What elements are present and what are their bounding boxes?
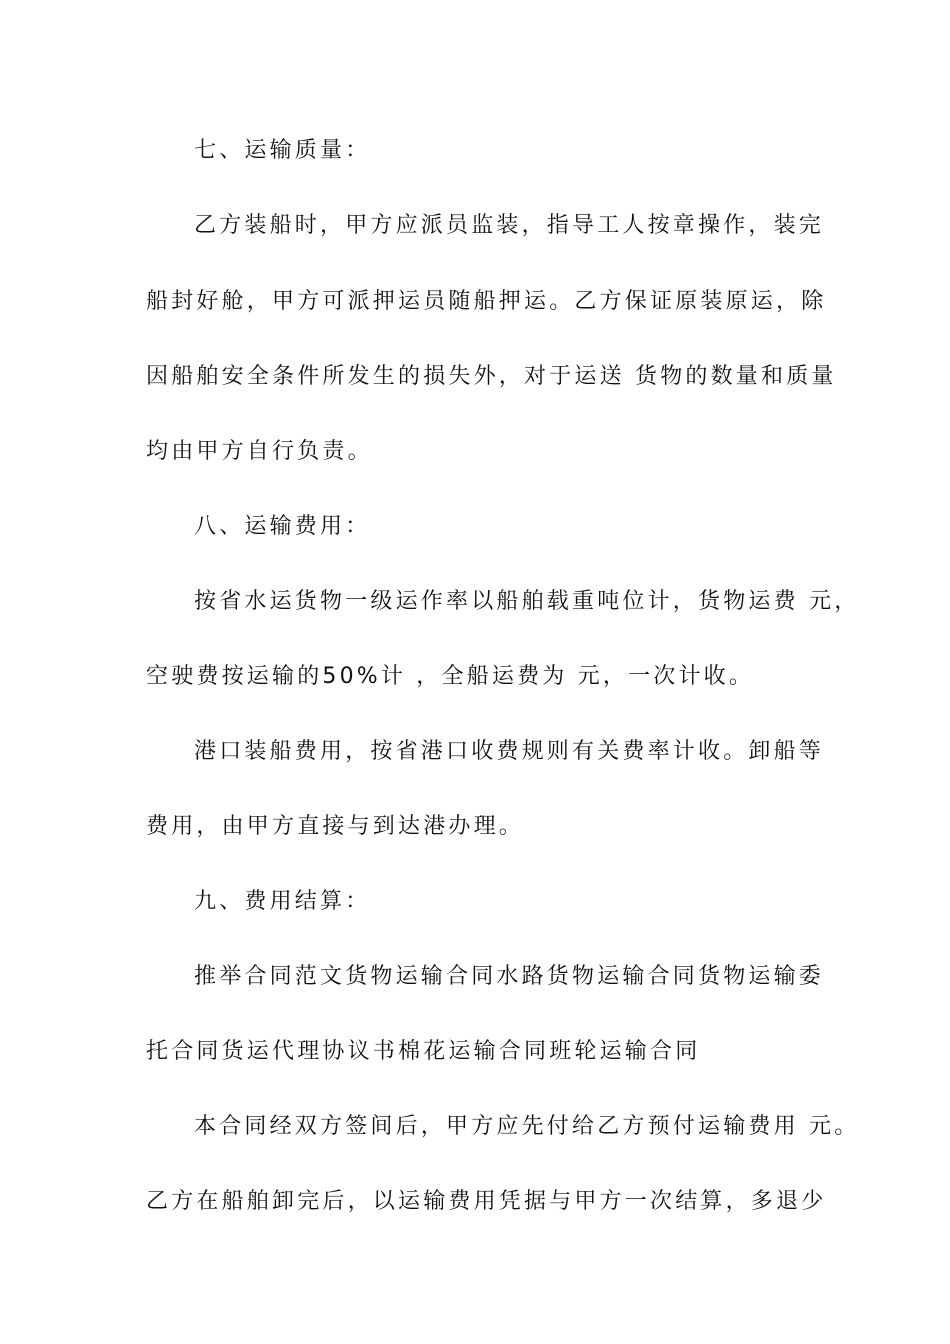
paragraph-line: 乙方在船舶卸完后，以运输费用凭据与甲方一次结算，多退少 <box>146 1189 827 1214</box>
paragraph-line: 空驶费按运输的50%计 ，全船运费为 元，一次计收。 <box>146 664 755 689</box>
paragraph-line: 推举合同范文货物运输合同水路货物运输合同货物运输委 <box>194 964 825 989</box>
paragraph-line: 因船舶安全条件所发生的损失外，对于运送 货物的数量和质量 <box>146 364 837 389</box>
paragraph-line: 托合同货运代理协议书棉花运输合同班轮运输合同 <box>146 1039 701 1064</box>
section-8-heading: 八、运输费用： <box>194 514 371 539</box>
paragraph-line: 港口装船费用，按省港口收费规则有关费率计收。卸船等 <box>194 739 825 764</box>
section-9-heading: 九、费用结算： <box>194 889 371 914</box>
paragraph-line: 均由甲方自行负责。 <box>146 439 373 464</box>
paragraph-line: 本合同经双方签间后，甲方应先付给乙方预付运输费用 元。 <box>194 1114 860 1139</box>
paragraph-line: 按省水运货物一级运作率以船舶载重吨位计，货物运费 元， <box>194 589 860 614</box>
paragraph-line: 乙方装船时，甲方应派员监装，指导工人按章操作，装完 <box>194 213 825 238</box>
paragraph-line: 船封好舱，甲方可派押运员随船押运。乙方保证原装原运，除 <box>146 289 827 314</box>
paragraph-line: 费用，由甲方直接与到达港办理。 <box>146 814 525 839</box>
section-7-heading: 七、运输质量： <box>194 138 371 163</box>
